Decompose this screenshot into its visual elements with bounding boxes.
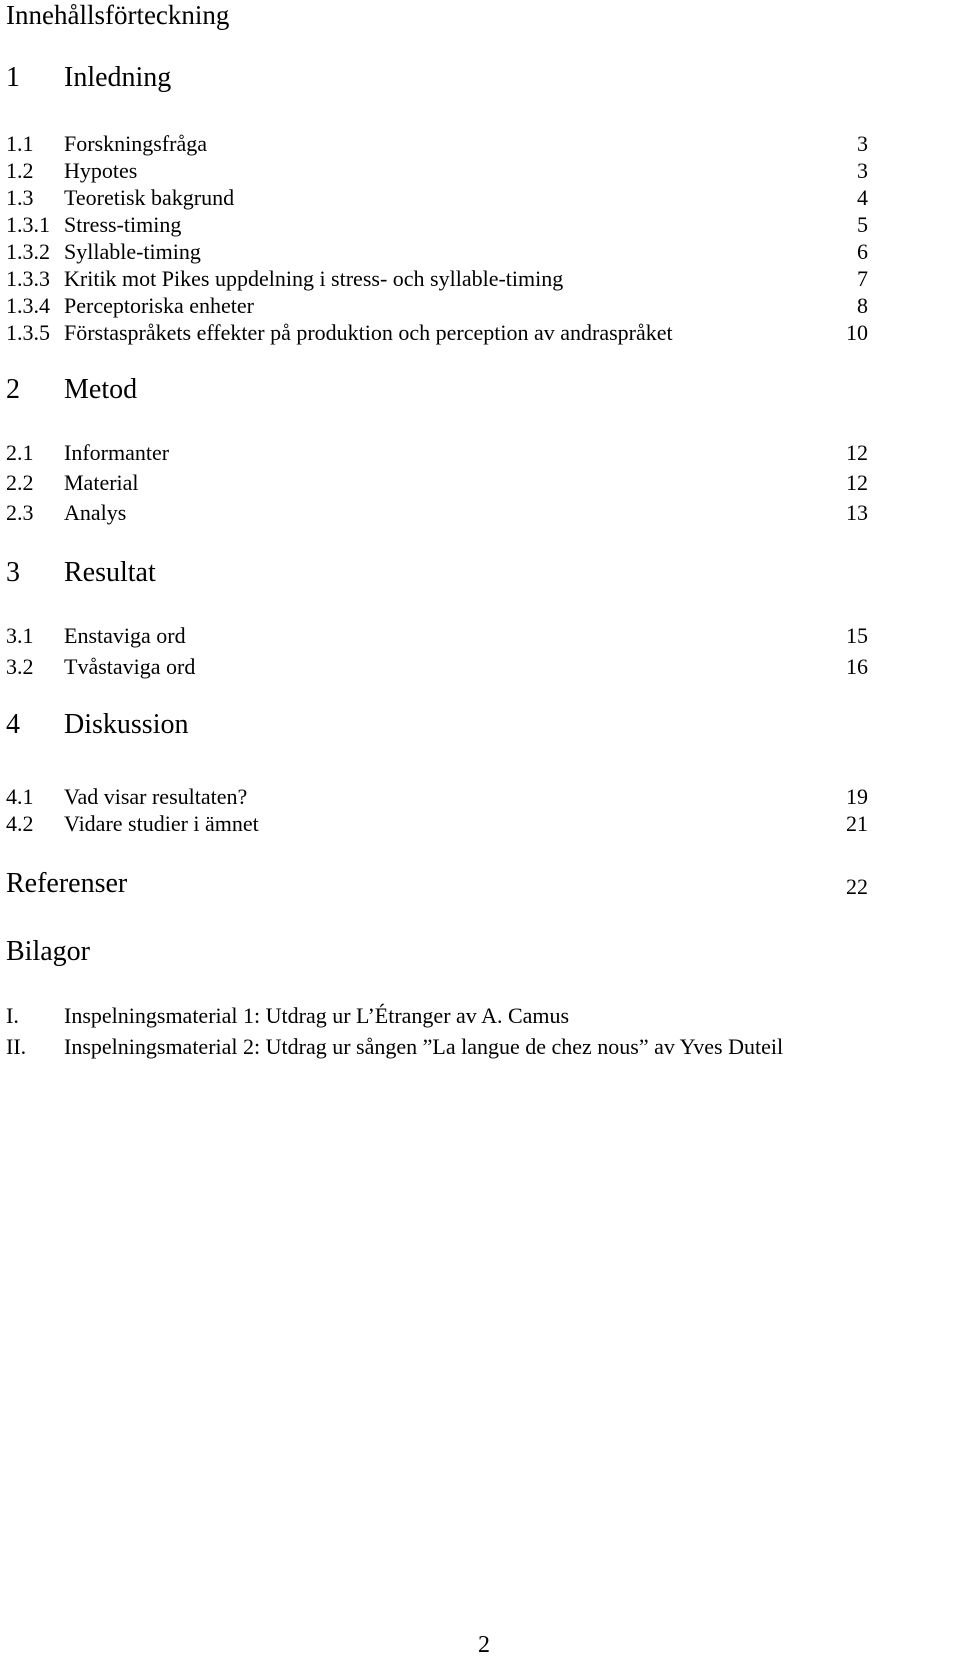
section-number: 1.3	[6, 185, 34, 210]
section-title: Informanter	[64, 440, 170, 465]
section-number: 1.3.3	[6, 266, 50, 291]
chapter-title: Resultat	[64, 557, 156, 588]
section-page: 3	[857, 158, 868, 183]
chapter-number: 2	[6, 374, 20, 405]
section-title: Syllable-timing	[64, 239, 201, 264]
section-number: 4.1	[6, 784, 34, 809]
section-number: 1.3.1	[6, 212, 50, 237]
appendix-title: Inspelningsmaterial 1: Utdrag ur L’Étranger av A. Camus	[64, 1003, 570, 1028]
section-page: 8	[857, 293, 868, 318]
chapter-title: Diskussion	[64, 709, 189, 740]
section-page: 16	[846, 654, 868, 679]
section-number: 1.3.4	[6, 293, 50, 318]
section-number: 1.3.5	[6, 320, 50, 345]
page-title: Innehållsförteckning	[6, 0, 230, 30]
appendices-title: Bilagor	[6, 936, 90, 967]
section-number: 1.3.2	[6, 239, 50, 264]
section-title: Stress-timing	[64, 212, 182, 237]
section-title: Hypotes	[64, 158, 138, 183]
section-number: 2.2	[6, 470, 34, 495]
section-page: 12	[846, 470, 868, 495]
section-page: 10	[846, 320, 868, 345]
section-title: Material	[64, 470, 139, 495]
section-title: Analys	[64, 500, 127, 525]
chapter-number: 1	[6, 62, 20, 93]
section-page: 7	[857, 266, 868, 291]
section-number: 1.1	[6, 131, 34, 156]
appendix-number: I.	[6, 1003, 19, 1028]
section-page: 6	[857, 239, 868, 264]
section-page: 3	[857, 131, 868, 156]
section-number: 3.2	[6, 654, 34, 679]
section-title: Vad visar resultaten?	[64, 784, 248, 809]
chapter-title: Metod	[64, 374, 138, 405]
references-title: Referenser	[6, 868, 128, 899]
appendix-title: Inspelningsmaterial 2: Utdrag ur sången ”La langue de chez nous” av Yves Duteil	[64, 1034, 784, 1059]
chapter-title: Inledning	[64, 62, 172, 93]
section-title: Teoretisk bakgrund	[64, 185, 235, 210]
section-page: 5	[857, 212, 868, 237]
section-title: Perceptoriska enheter	[64, 293, 254, 318]
section-page: 13	[846, 500, 868, 525]
chapter-number: 3	[6, 557, 20, 588]
section-title: Förstaspråkets effekter på produktion och perception av andraspråket	[64, 320, 673, 345]
section-number: 2.3	[6, 500, 34, 525]
section-number: 3.1	[6, 623, 34, 648]
section-page: 19	[846, 784, 868, 809]
references-page: 22	[846, 874, 868, 899]
section-title: Tvåstaviga ord	[64, 654, 196, 679]
appendix-number: II.	[6, 1034, 27, 1059]
section-page: 4	[857, 185, 868, 210]
section-title: Kritik mot Pikes uppdelning i stress- och syllable-timing	[64, 266, 564, 291]
section-title: Forskningsfråga	[64, 131, 207, 156]
section-number: 4.2	[6, 811, 34, 836]
section-page: 12	[846, 440, 868, 465]
chapter-number: 4	[6, 709, 20, 740]
section-page: 21	[846, 811, 868, 836]
page-number: 2	[478, 1632, 490, 1658]
section-number: 1.2	[6, 158, 34, 183]
section-page: 15	[846, 623, 868, 648]
section-title: Enstaviga ord	[64, 623, 186, 648]
section-number: 2.1	[6, 440, 34, 465]
section-title: Vidare studier i ämnet	[64, 811, 259, 836]
